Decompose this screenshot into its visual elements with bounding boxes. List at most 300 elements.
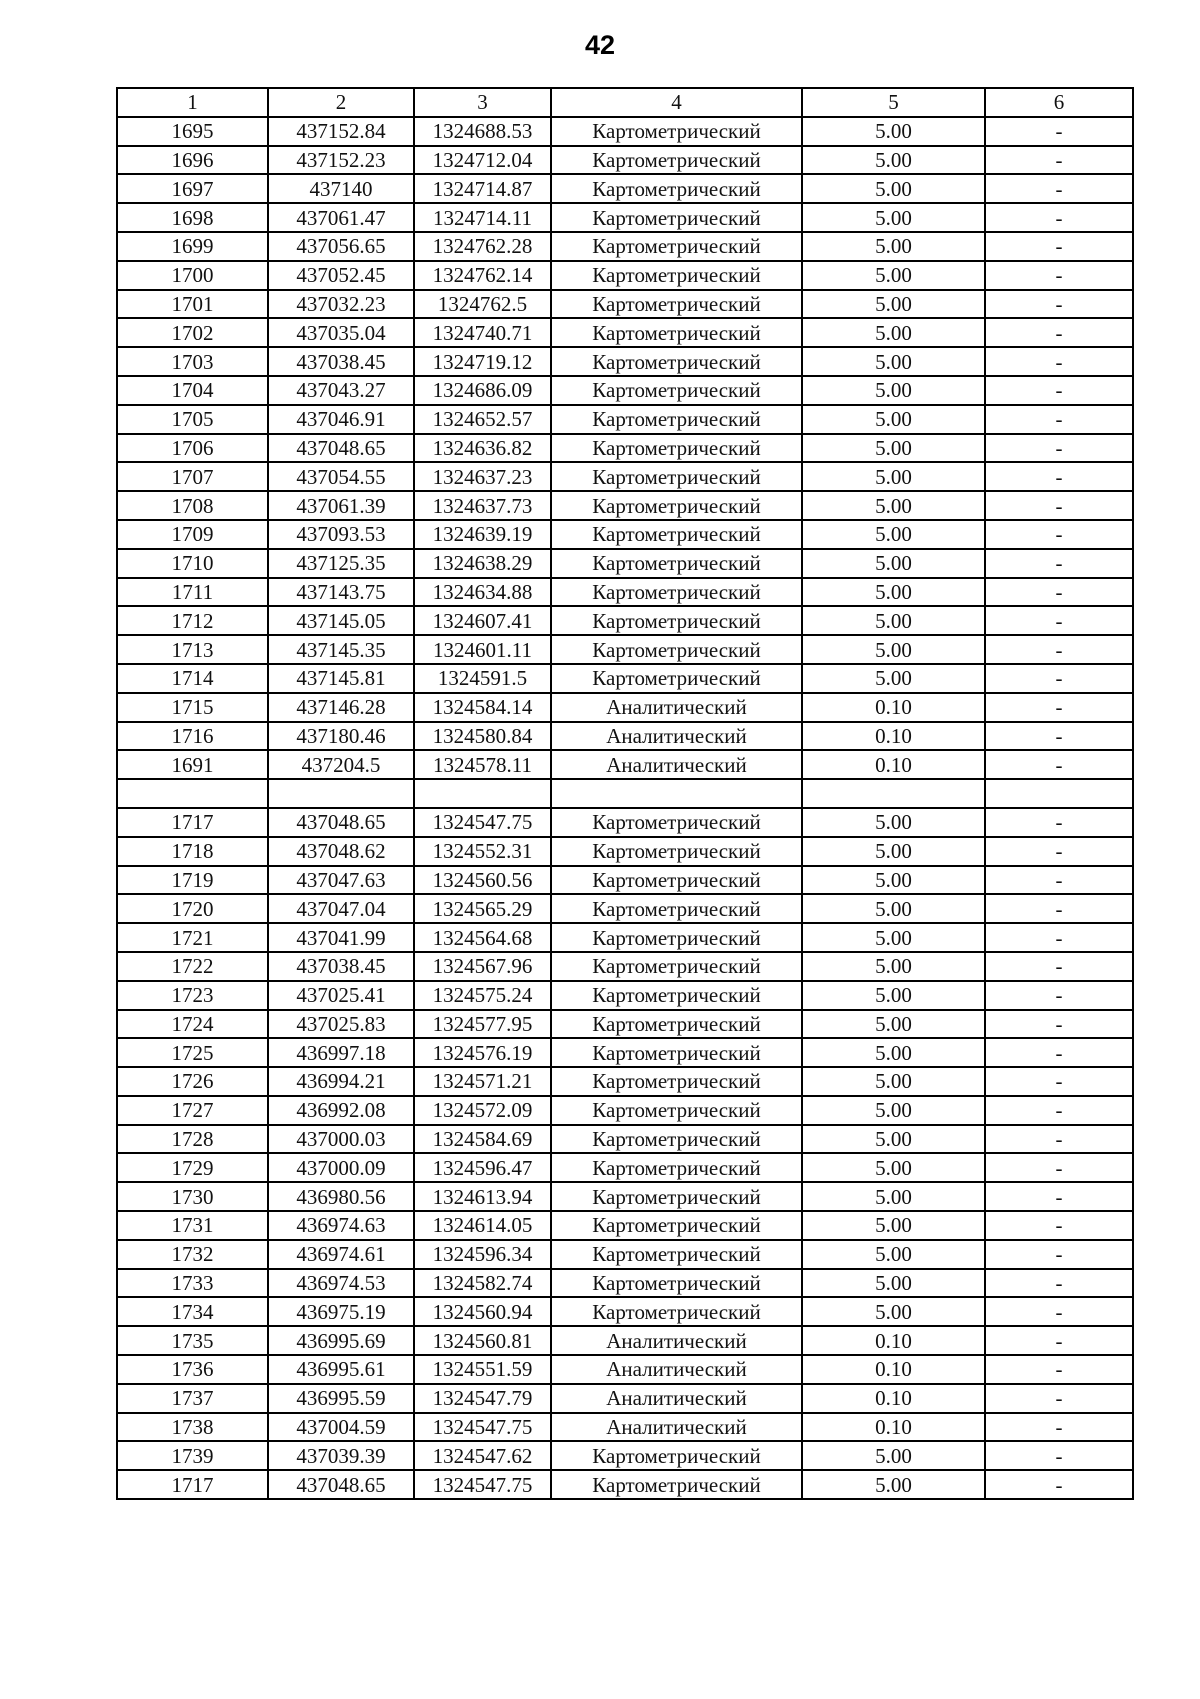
accuracy-cell: 5.00 bbox=[802, 1096, 985, 1125]
method-cell: Картометрический bbox=[551, 376, 802, 405]
y-coordinate-cell: 1324614.05 bbox=[414, 1211, 551, 1240]
table-row bbox=[117, 146, 1133, 175]
y-coordinate-cell: 1324596.34 bbox=[414, 1240, 551, 1269]
point-number-cell: 1709 bbox=[117, 520, 268, 549]
accuracy-cell: 5.00 bbox=[802, 1038, 985, 1067]
accuracy-cell: 5.00 bbox=[802, 1297, 985, 1326]
x-coordinate-cell: 437061.39 bbox=[268, 491, 414, 520]
note-cell: - bbox=[985, 491, 1133, 520]
header-cell: 1 bbox=[117, 88, 268, 117]
point-number-cell: 1732 bbox=[117, 1240, 268, 1269]
x-coordinate-cell: 437048.65 bbox=[268, 434, 414, 463]
method-cell: Картометрический bbox=[551, 923, 802, 952]
accuracy-cell: 5.00 bbox=[802, 981, 985, 1010]
note-cell: - bbox=[985, 866, 1133, 895]
x-coordinate-cell: 437145.35 bbox=[268, 635, 414, 664]
table-row bbox=[117, 1182, 1133, 1211]
method-cell: Картометрический bbox=[551, 347, 802, 376]
y-coordinate-cell: 1324578.11 bbox=[414, 750, 551, 779]
method-cell: Картометрический bbox=[551, 664, 802, 693]
accuracy-cell: 5.00 bbox=[802, 347, 985, 376]
point-number-cell: 1727 bbox=[117, 1096, 268, 1125]
note-cell: - bbox=[985, 837, 1133, 866]
method-cell: Аналитический bbox=[551, 1355, 802, 1384]
point-number-cell: 1730 bbox=[117, 1182, 268, 1211]
x-coordinate-cell: 437046.91 bbox=[268, 405, 414, 434]
y-coordinate-cell: 1324607.41 bbox=[414, 606, 551, 635]
accuracy-cell: 5.00 bbox=[802, 405, 985, 434]
x-coordinate-cell: 436995.59 bbox=[268, 1384, 414, 1413]
table-row bbox=[117, 1326, 1133, 1355]
accuracy-cell: 5.00 bbox=[802, 894, 985, 923]
table-row bbox=[117, 1067, 1133, 1096]
x-coordinate-cell: 436997.18 bbox=[268, 1038, 414, 1067]
accuracy-cell: 5.00 bbox=[802, 923, 985, 952]
accuracy-cell: 5.00 bbox=[802, 1441, 985, 1470]
table-row bbox=[117, 750, 1133, 779]
method-cell: Картометрический bbox=[551, 261, 802, 290]
accuracy-cell: 5.00 bbox=[802, 635, 985, 664]
x-coordinate-cell: 437004.59 bbox=[268, 1413, 414, 1442]
y-coordinate-cell: 1324688.53 bbox=[414, 117, 551, 146]
header-row bbox=[117, 88, 1133, 117]
method-cell: Картометрический bbox=[551, 837, 802, 866]
note-cell: - bbox=[985, 1038, 1133, 1067]
point-number-cell: 1708 bbox=[117, 491, 268, 520]
accuracy-cell: 5.00 bbox=[802, 376, 985, 405]
method-cell: Картометрический bbox=[551, 434, 802, 463]
header-cell: 4 bbox=[551, 88, 802, 117]
point-number-cell: 1697 bbox=[117, 174, 268, 203]
note-cell: - bbox=[985, 376, 1133, 405]
accuracy-cell: 5.00 bbox=[802, 1067, 985, 1096]
table-body bbox=[117, 88, 1133, 1499]
accuracy-cell: 5.00 bbox=[802, 146, 985, 175]
table-row bbox=[117, 347, 1133, 376]
note-cell: - bbox=[985, 1211, 1133, 1240]
table-row bbox=[117, 261, 1133, 290]
point-number-cell: 1703 bbox=[117, 347, 268, 376]
y-coordinate-cell: 1324719.12 bbox=[414, 347, 551, 376]
page-number: 42 bbox=[584, 30, 616, 60]
method-cell: Картометрический bbox=[551, 1038, 802, 1067]
point-number-cell: 1695 bbox=[117, 117, 268, 146]
x-coordinate-cell: 437052.45 bbox=[268, 261, 414, 290]
note-cell: - bbox=[985, 722, 1133, 751]
method-cell: Картометрический bbox=[551, 549, 802, 578]
method-cell: Картометрический bbox=[551, 1153, 802, 1182]
accuracy-cell: 5.00 bbox=[802, 837, 985, 866]
x-coordinate-cell: 437039.39 bbox=[268, 1441, 414, 1470]
y-coordinate-cell: 1324552.31 bbox=[414, 837, 551, 866]
accuracy-cell: 5.00 bbox=[802, 606, 985, 635]
y-coordinate-cell: 1324601.11 bbox=[414, 635, 551, 664]
accuracy-cell: 5.00 bbox=[802, 808, 985, 837]
note-cell: - bbox=[985, 1326, 1133, 1355]
x-coordinate-cell: 437032.23 bbox=[268, 290, 414, 319]
y-coordinate-cell: 1324762.5 bbox=[414, 290, 551, 319]
accuracy-cell: 0.10 bbox=[802, 1413, 985, 1442]
note-cell: - bbox=[985, 750, 1133, 779]
point-number-cell: 1710 bbox=[117, 549, 268, 578]
method-cell: Картометрический bbox=[551, 635, 802, 664]
method-cell: Картометрический bbox=[551, 491, 802, 520]
accuracy-cell: 0.10 bbox=[802, 1384, 985, 1413]
table-row bbox=[117, 923, 1133, 952]
accuracy-cell: 0.10 bbox=[802, 722, 985, 751]
method-cell: Картометрический bbox=[551, 894, 802, 923]
method-cell: Картометрический bbox=[551, 232, 802, 261]
x-coordinate-cell: 437145.05 bbox=[268, 606, 414, 635]
y-coordinate-cell: 1324686.09 bbox=[414, 376, 551, 405]
y-coordinate-cell: 1324637.73 bbox=[414, 491, 551, 520]
x-coordinate-cell: 437054.55 bbox=[268, 462, 414, 491]
y-coordinate-cell: 1324762.28 bbox=[414, 232, 551, 261]
point-number-cell: 1705 bbox=[117, 405, 268, 434]
table-row bbox=[117, 174, 1133, 203]
header-cell: 2 bbox=[268, 88, 414, 117]
point-number-cell: 1733 bbox=[117, 1269, 268, 1298]
note-cell bbox=[985, 779, 1133, 808]
table-row bbox=[117, 1010, 1133, 1039]
note-cell: - bbox=[985, 174, 1133, 203]
note-cell: - bbox=[985, 1067, 1133, 1096]
y-coordinate-cell: 1324714.87 bbox=[414, 174, 551, 203]
point-number-cell: 1704 bbox=[117, 376, 268, 405]
table-row bbox=[117, 952, 1133, 981]
accuracy-cell: 5.00 bbox=[802, 1269, 985, 1298]
y-coordinate-cell: 1324584.14 bbox=[414, 693, 551, 722]
note-cell: - bbox=[985, 1010, 1133, 1039]
x-coordinate-cell: 436974.61 bbox=[268, 1240, 414, 1269]
note-cell: - bbox=[985, 117, 1133, 146]
y-coordinate-cell: 1324564.68 bbox=[414, 923, 551, 952]
y-coordinate-cell: 1324547.62 bbox=[414, 1441, 551, 1470]
y-coordinate-cell: 1324560.56 bbox=[414, 866, 551, 895]
point-number-cell: 1698 bbox=[117, 203, 268, 232]
accuracy-cell: 5.00 bbox=[802, 117, 985, 146]
y-coordinate-cell: 1324565.29 bbox=[414, 894, 551, 923]
note-cell: - bbox=[985, 1182, 1133, 1211]
note-cell: - bbox=[985, 1441, 1133, 1470]
y-coordinate-cell: 1324596.47 bbox=[414, 1153, 551, 1182]
header-cell: 6 bbox=[985, 88, 1133, 117]
point-number-cell: 1722 bbox=[117, 952, 268, 981]
note-cell: - bbox=[985, 520, 1133, 549]
method-cell: Картометрический bbox=[551, 1297, 802, 1326]
y-coordinate-cell: 1324582.74 bbox=[414, 1269, 551, 1298]
accuracy-cell: 5.00 bbox=[802, 261, 985, 290]
point-number-cell: 1737 bbox=[117, 1384, 268, 1413]
note-cell: - bbox=[985, 1384, 1133, 1413]
x-coordinate-cell: 437145.81 bbox=[268, 664, 414, 693]
method-cell: Картометрический bbox=[551, 1125, 802, 1154]
y-coordinate-cell: 1324762.14 bbox=[414, 261, 551, 290]
method-cell: Аналитический bbox=[551, 1413, 802, 1442]
table-row bbox=[117, 1269, 1133, 1298]
point-number-cell: 1714 bbox=[117, 664, 268, 693]
method-cell: Картометрический bbox=[551, 578, 802, 607]
method-cell: Картометрический bbox=[551, 1182, 802, 1211]
note-cell: - bbox=[985, 578, 1133, 607]
y-coordinate-cell bbox=[414, 779, 551, 808]
point-number-cell: 1736 bbox=[117, 1355, 268, 1384]
table-row bbox=[117, 549, 1133, 578]
point-number-cell: 1735 bbox=[117, 1326, 268, 1355]
method-cell: Картометрический bbox=[551, 1096, 802, 1125]
note-cell: - bbox=[985, 261, 1133, 290]
method-cell: Аналитический bbox=[551, 750, 802, 779]
x-coordinate-cell: 436975.19 bbox=[268, 1297, 414, 1326]
accuracy-cell: 5.00 bbox=[802, 520, 985, 549]
y-coordinate-cell: 1324547.75 bbox=[414, 1413, 551, 1442]
point-number-cell: 1715 bbox=[117, 693, 268, 722]
point-number-cell: 1724 bbox=[117, 1010, 268, 1039]
accuracy-cell: 0.10 bbox=[802, 750, 985, 779]
y-coordinate-cell: 1324575.24 bbox=[414, 981, 551, 1010]
accuracy-cell: 5.00 bbox=[802, 549, 985, 578]
table-row bbox=[117, 232, 1133, 261]
method-cell: Картометрический bbox=[551, 203, 802, 232]
accuracy-cell: 5.00 bbox=[802, 462, 985, 491]
x-coordinate-cell: 436974.63 bbox=[268, 1211, 414, 1240]
method-cell: Картометрический bbox=[551, 866, 802, 895]
x-coordinate-cell: 437048.65 bbox=[268, 808, 414, 837]
y-coordinate-cell: 1324652.57 bbox=[414, 405, 551, 434]
accuracy-cell: 5.00 bbox=[802, 290, 985, 319]
method-cell: Картометрический bbox=[551, 520, 802, 549]
table-row bbox=[117, 1240, 1133, 1269]
method-cell: Аналитический bbox=[551, 1384, 802, 1413]
x-coordinate-cell: 436992.08 bbox=[268, 1096, 414, 1125]
x-coordinate-cell: 437140 bbox=[268, 174, 414, 203]
table-row bbox=[117, 837, 1133, 866]
accuracy-cell: 0.10 bbox=[802, 693, 985, 722]
method-cell: Картометрический bbox=[551, 1240, 802, 1269]
header-cell: 5 bbox=[802, 88, 985, 117]
note-cell: - bbox=[985, 290, 1133, 319]
note-cell: - bbox=[985, 1269, 1133, 1298]
point-number-cell: 1726 bbox=[117, 1067, 268, 1096]
method-cell: Картометрический bbox=[551, 952, 802, 981]
point-number-cell bbox=[117, 779, 268, 808]
table-row bbox=[117, 491, 1133, 520]
note-cell: - bbox=[985, 1153, 1133, 1182]
table-row bbox=[117, 606, 1133, 635]
accuracy-cell: 5.00 bbox=[802, 1125, 985, 1154]
note-cell: - bbox=[985, 347, 1133, 376]
note-cell: - bbox=[985, 981, 1133, 1010]
accuracy-cell: 5.00 bbox=[802, 232, 985, 261]
note-cell: - bbox=[985, 434, 1133, 463]
table-row bbox=[117, 1297, 1133, 1326]
point-number-cell: 1738 bbox=[117, 1413, 268, 1442]
point-number-cell: 1723 bbox=[117, 981, 268, 1010]
method-cell: Картометрический bbox=[551, 1067, 802, 1096]
table-row bbox=[117, 1096, 1133, 1125]
accuracy-cell: 5.00 bbox=[802, 664, 985, 693]
note-cell: - bbox=[985, 952, 1133, 981]
point-number-cell: 1717 bbox=[117, 808, 268, 837]
y-coordinate-cell: 1324740.71 bbox=[414, 318, 551, 347]
x-coordinate-cell: 437025.41 bbox=[268, 981, 414, 1010]
x-coordinate-cell: 436994.21 bbox=[268, 1067, 414, 1096]
point-number-cell: 1721 bbox=[117, 923, 268, 952]
x-coordinate-cell: 437152.23 bbox=[268, 146, 414, 175]
y-coordinate-cell: 1324551.59 bbox=[414, 1355, 551, 1384]
point-number-cell: 1700 bbox=[117, 261, 268, 290]
note-cell: - bbox=[985, 1355, 1133, 1384]
x-coordinate-cell: 437146.28 bbox=[268, 693, 414, 722]
coordinates-table bbox=[116, 87, 1134, 1500]
method-cell: Аналитический bbox=[551, 1326, 802, 1355]
note-cell: - bbox=[985, 232, 1133, 261]
accuracy-cell: 5.00 bbox=[802, 318, 985, 347]
point-number-cell: 1734 bbox=[117, 1297, 268, 1326]
x-coordinate-cell: 437025.83 bbox=[268, 1010, 414, 1039]
table-row bbox=[117, 894, 1133, 923]
accuracy-cell: 5.00 bbox=[802, 203, 985, 232]
note-cell: - bbox=[985, 808, 1133, 837]
table-row bbox=[117, 635, 1133, 664]
table-row bbox=[117, 808, 1133, 837]
x-coordinate-cell: 437038.45 bbox=[268, 952, 414, 981]
y-coordinate-cell: 1324712.04 bbox=[414, 146, 551, 175]
method-cell: Картометрический bbox=[551, 174, 802, 203]
table-row bbox=[117, 1153, 1133, 1182]
x-coordinate-cell: 437056.65 bbox=[268, 232, 414, 261]
x-coordinate-cell: 437048.62 bbox=[268, 837, 414, 866]
method-cell: Картометрический bbox=[551, 1269, 802, 1298]
y-coordinate-cell: 1324572.09 bbox=[414, 1096, 551, 1125]
point-number-cell: 1728 bbox=[117, 1125, 268, 1154]
x-coordinate-cell: 437047.04 bbox=[268, 894, 414, 923]
x-coordinate-cell: 437000.09 bbox=[268, 1153, 414, 1182]
method-cell: Картометрический bbox=[551, 318, 802, 347]
method-cell: Картометрический bbox=[551, 117, 802, 146]
y-coordinate-cell: 1324580.84 bbox=[414, 722, 551, 751]
point-number-cell: 1716 bbox=[117, 722, 268, 751]
point-number-cell: 1720 bbox=[117, 894, 268, 923]
note-cell: - bbox=[985, 1096, 1133, 1125]
method-cell: Картометрический bbox=[551, 1441, 802, 1470]
y-coordinate-cell: 1324591.5 bbox=[414, 664, 551, 693]
y-coordinate-cell: 1324584.69 bbox=[414, 1125, 551, 1154]
x-coordinate-cell: 437125.35 bbox=[268, 549, 414, 578]
table-row bbox=[117, 405, 1133, 434]
table-row bbox=[117, 1211, 1133, 1240]
table-row bbox=[117, 578, 1133, 607]
method-cell: Картометрический bbox=[551, 606, 802, 635]
point-number-cell: 1701 bbox=[117, 290, 268, 319]
y-coordinate-cell: 1324639.19 bbox=[414, 520, 551, 549]
note-cell: - bbox=[985, 693, 1133, 722]
table-row bbox=[117, 376, 1133, 405]
note-cell: - bbox=[985, 664, 1133, 693]
x-coordinate-cell: 437180.46 bbox=[268, 722, 414, 751]
accuracy-cell: 5.00 bbox=[802, 1010, 985, 1039]
note-cell: - bbox=[985, 606, 1133, 635]
note-cell: - bbox=[985, 1413, 1133, 1442]
note-cell: - bbox=[985, 923, 1133, 952]
table-row bbox=[117, 290, 1133, 319]
note-cell: - bbox=[985, 1297, 1133, 1326]
table-row bbox=[117, 462, 1133, 491]
note-cell: - bbox=[985, 318, 1133, 347]
table-row bbox=[117, 1413, 1133, 1442]
point-number-cell: 1706 bbox=[117, 434, 268, 463]
method-cell: Аналитический bbox=[551, 693, 802, 722]
y-coordinate-cell: 1324547.75 bbox=[414, 1470, 551, 1499]
note-cell: - bbox=[985, 1470, 1133, 1499]
y-coordinate-cell: 1324576.19 bbox=[414, 1038, 551, 1067]
accuracy-cell: 5.00 bbox=[802, 578, 985, 607]
table-row bbox=[117, 117, 1133, 146]
y-coordinate-cell: 1324637.23 bbox=[414, 462, 551, 491]
point-number-cell: 1713 bbox=[117, 635, 268, 664]
table-row bbox=[117, 1470, 1133, 1499]
method-cell: Картометрический bbox=[551, 1010, 802, 1039]
note-cell: - bbox=[985, 1240, 1133, 1269]
table-row bbox=[117, 520, 1133, 549]
x-coordinate-cell: 437204.5 bbox=[268, 750, 414, 779]
point-number-cell: 1711 bbox=[117, 578, 268, 607]
accuracy-cell: 5.00 bbox=[802, 491, 985, 520]
table-row bbox=[117, 1355, 1133, 1384]
x-coordinate-cell: 437047.63 bbox=[268, 866, 414, 895]
method-cell: Картометрический bbox=[551, 462, 802, 491]
point-number-cell: 1707 bbox=[117, 462, 268, 491]
accuracy-cell: 5.00 bbox=[802, 1182, 985, 1211]
accuracy-cell: 5.00 bbox=[802, 952, 985, 981]
x-coordinate-cell: 436995.61 bbox=[268, 1355, 414, 1384]
y-coordinate-cell: 1324547.79 bbox=[414, 1384, 551, 1413]
y-coordinate-cell: 1324567.96 bbox=[414, 952, 551, 981]
x-coordinate-cell: 436995.69 bbox=[268, 1326, 414, 1355]
y-coordinate-cell: 1324547.75 bbox=[414, 808, 551, 837]
point-number-cell: 1702 bbox=[117, 318, 268, 347]
table-row bbox=[117, 1125, 1133, 1154]
accuracy-cell: 5.00 bbox=[802, 1211, 985, 1240]
table-row bbox=[117, 434, 1133, 463]
accuracy-cell: 5.00 bbox=[802, 174, 985, 203]
note-cell: - bbox=[985, 203, 1133, 232]
method-cell: Картометрический bbox=[551, 981, 802, 1010]
table-row bbox=[117, 1441, 1133, 1470]
accuracy-cell: 0.10 bbox=[802, 1355, 985, 1384]
note-cell: - bbox=[985, 462, 1133, 491]
point-number-cell: 1712 bbox=[117, 606, 268, 635]
note-cell: - bbox=[985, 894, 1133, 923]
method-cell: Картометрический bbox=[551, 146, 802, 175]
method-cell bbox=[551, 779, 802, 808]
table-row bbox=[117, 866, 1133, 895]
point-number-cell: 1718 bbox=[117, 837, 268, 866]
table-row bbox=[117, 693, 1133, 722]
accuracy-cell: 5.00 bbox=[802, 1470, 985, 1499]
table-row bbox=[117, 981, 1133, 1010]
x-coordinate-cell: 437038.45 bbox=[268, 347, 414, 376]
y-coordinate-cell: 1324560.94 bbox=[414, 1297, 551, 1326]
point-number-cell: 1699 bbox=[117, 232, 268, 261]
y-coordinate-cell: 1324634.88 bbox=[414, 578, 551, 607]
table-row bbox=[117, 318, 1133, 347]
x-coordinate-cell: 437043.27 bbox=[268, 376, 414, 405]
x-coordinate-cell: 436980.56 bbox=[268, 1182, 414, 1211]
x-coordinate-cell bbox=[268, 779, 414, 808]
note-cell: - bbox=[985, 635, 1133, 664]
x-coordinate-cell: 437048.65 bbox=[268, 1470, 414, 1499]
